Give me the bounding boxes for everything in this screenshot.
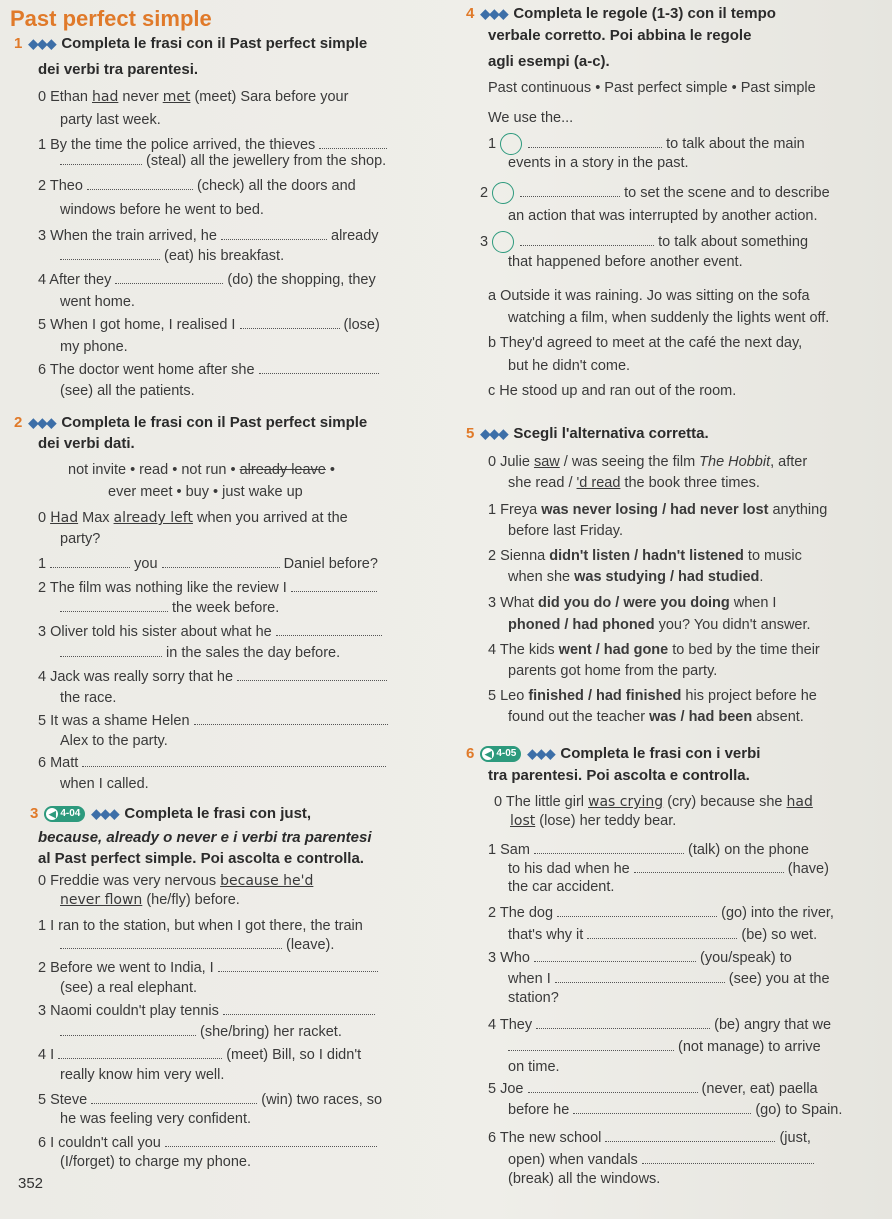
ex5-instruction: Scegli l'alternativa corretta. <box>513 425 709 442</box>
answer-blank[interactable] <box>82 754 386 767</box>
ex1-sentence-6-cont: (see) all the patients. <box>60 383 195 399</box>
ex5-number: 5 <box>466 425 475 442</box>
ex4-rule-2-cont: an action that was interrupted by another action. <box>508 208 818 224</box>
ex4-example-b: b They'd agreed to meet at the café the next day, <box>488 335 803 351</box>
ex2-sentence-6-cont: when I called. <box>60 776 149 792</box>
ex6-heading <box>466 744 760 764</box>
answer-blank[interactable] <box>319 136 387 149</box>
page-number: 352 <box>18 1175 44 1192</box>
answer-blank[interactable] <box>520 184 620 197</box>
answer-blank[interactable] <box>50 555 130 568</box>
ex2-sentence-4-cont: the race. <box>60 690 117 706</box>
answer-blank[interactable] <box>221 227 327 240</box>
ex4-rule-3-cont: that happened before another event. <box>508 254 743 270</box>
answer-blank[interactable] <box>573 1101 751 1114</box>
ex1-sentence-0: 0 Ethan had never met (meet) Sara before your <box>38 89 349 105</box>
answer-blank[interactable] <box>58 1046 222 1059</box>
answer-blank[interactable] <box>555 970 725 983</box>
ex6-sentence-4-cont: (not manage) to arrive <box>508 1037 821 1058</box>
ex6-sentence-1-cont2: the car accident. <box>508 879 615 895</box>
answer-blank[interactable] <box>605 1129 775 1142</box>
ex1-sentence-5: 5 When I got home, I realised I (lose) <box>38 317 380 333</box>
ex1-sentence-3: 3 When the train arrived, he already <box>38 228 379 244</box>
ex1-sentence-1-cont: (steal) all the jewellery from the shop. <box>60 151 386 172</box>
ex6-number: 6 <box>466 745 475 762</box>
ex5-sentence-0: 0 Julie saw / was seeing the film The Hobbit, after <box>488 454 808 470</box>
answer-blank[interactable] <box>534 841 684 854</box>
ex1-number: 1 <box>14 35 23 52</box>
ex2-heading <box>14 413 367 433</box>
ex3-sentence-3-cont: (she/bring) her racket. <box>60 1022 342 1043</box>
ex5-sentence-3-cont[interactable]: phoned / had phoned you? You didn't answer. <box>508 617 811 633</box>
ex6-sentence-5-cont: before he (go) to Spain. <box>508 1102 843 1118</box>
answer-blank[interactable] <box>218 959 378 972</box>
ex1-instruction: Completa le frasi con il Past perfect simple <box>61 35 368 52</box>
selected-answer: saw <box>533 454 560 470</box>
audio-track-button[interactable]: ◀ 4-05 <box>480 746 521 762</box>
answer-blank[interactable] <box>259 361 379 374</box>
ex4-example-a: a Outside it was raining. Jo was sitting on the sofa <box>488 288 810 304</box>
handwritten-answer: lost <box>510 813 536 829</box>
answer-blank[interactable] <box>587 926 737 939</box>
handwritten-answer: met <box>162 89 191 105</box>
ex4-instruction-2: verbale corretto. Poi abbina le regole <box>488 27 752 44</box>
ex2-word-box-1: not invite • read • not run • already leave • <box>68 462 335 478</box>
ex6-instruction-2: tra parentesi. Poi ascolta e controlla. <box>488 767 750 784</box>
ex6-sentence-6-cont2: (break) all the windows. <box>508 1171 661 1187</box>
selected-answer: 'd read <box>576 475 621 491</box>
ex6-instruction: Completa le frasi con i verbi <box>560 745 761 762</box>
ex6-sentence-6: 6 The new school (just, <box>488 1130 811 1146</box>
ex6-sentence-2: 2 The dog (go) into the river, <box>488 905 834 921</box>
answer-circle[interactable] <box>492 231 514 253</box>
difficulty-icon: ◆◆◆ <box>28 415 56 430</box>
ex6-sentence-2-cont: that's why it (be) so wet. <box>508 927 818 943</box>
ex2-sentence-0: 0 Had Max already left when you arrived at the <box>38 510 348 526</box>
ex5-sentence-2-cont[interactable]: when she was studying / had studied. <box>508 569 764 585</box>
ex6-sentence-5: 5 Joe (never, eat) paella <box>488 1081 818 1097</box>
answer-blank[interactable] <box>276 623 382 636</box>
ex2-sentence-6: 6 Matt <box>38 753 386 774</box>
ex2-sentence-1: 1 you Daniel before? <box>38 556 378 572</box>
speaker-icon: ◀ <box>46 808 58 820</box>
handwritten-answer: Had <box>50 510 79 526</box>
ex2-number: 2 <box>14 414 23 431</box>
ex2-word-box-2: ever meet • buy • just wake up <box>108 484 303 500</box>
ex3-heading <box>30 804 311 824</box>
ex1-sentence-4-cont: went home. <box>60 294 135 310</box>
ex5-sentence-2[interactable]: 2 Sienna didn't listen / hadn't listened to music <box>488 548 802 564</box>
ex3-sentence-6-cont: (I/forget) to charge my phone. <box>60 1154 252 1170</box>
ex1-sentence-2-cont: windows before he went to bed. <box>60 202 264 218</box>
ex2-sentence-2: 2 The film was nothing like the review I <box>38 578 377 599</box>
ex2-sentence-0-cont: party? <box>60 531 101 547</box>
ex6-sentence-6-cont: open) when vandals <box>508 1150 814 1171</box>
difficulty-icon: ◆◆◆ <box>480 426 508 441</box>
ex5-sentence-5-cont[interactable]: found out the teacher was / had been absent. <box>508 709 804 725</box>
ex2-sentence-5-cont: Alex to the party. <box>60 733 168 749</box>
difficulty-icon: ◆◆◆ <box>480 6 508 21</box>
ex2-sentence-4: 4 Jack was really sorry that he <box>38 667 387 688</box>
ex1-sentence-4: 4 After they (do) the shopping, they <box>38 272 376 288</box>
ex4-rule-1: 1 to talk about the main <box>488 133 805 155</box>
speaker-icon: ◀ <box>482 748 494 760</box>
ex4-rule-1-cont: events in a story in the past. <box>508 155 689 171</box>
ex4-intro: We use the... <box>488 110 574 126</box>
ex6-sentence-4-cont2: on time. <box>508 1059 560 1075</box>
answer-blank[interactable] <box>91 1091 257 1104</box>
ex5-sentence-1-cont: before last Friday. <box>508 523 623 539</box>
ex4-example-b-cont: but he didn't come. <box>508 358 631 374</box>
ex4-instruction: Completa le regole (1-3) con il tempo <box>513 5 776 22</box>
ex5-sentence-4-cont: parents got home from the party. <box>508 663 718 679</box>
ex3-sentence-3: 3 Naomi couldn't play tennis <box>38 1001 375 1022</box>
ex3-sentence-5: 5 Steve (win) two races, so <box>38 1092 383 1108</box>
ex3-sentence-5-cont: he was feeling very confident. <box>60 1111 252 1127</box>
answer-blank[interactable] <box>60 644 162 657</box>
ex3-sentence-4-cont: really know him very well. <box>60 1067 225 1083</box>
answer-blank[interactable] <box>60 1023 196 1036</box>
ex6-sentence-4: 4 They (be) angry that we <box>488 1017 832 1033</box>
answer-blank[interactable] <box>534 949 696 962</box>
ex1-instruction-2: dei verbi tra parentesi. <box>38 61 199 78</box>
ex6-sentence-3-cont: when I (see) you at the <box>508 971 830 987</box>
ex4-rule-2: 2 to set the scene and to describe <box>480 182 830 204</box>
ex1-sentence-2: 2 Theo (check) all the doors and <box>38 178 356 194</box>
answer-circle[interactable] <box>500 133 522 155</box>
handwritten-answer: never flown <box>60 892 143 908</box>
difficulty-icon: ◆◆◆ <box>91 806 119 821</box>
answer-blank[interactable] <box>115 271 223 284</box>
ex2-instruction-2: dei verbi dati. <box>38 435 135 452</box>
handwritten-answer: because he'd <box>220 873 314 889</box>
ex4-example-a-cont: watching a film, when suddenly the lights went off. <box>508 310 830 326</box>
difficulty-icon: ◆◆◆ <box>527 746 555 761</box>
answer-blank[interactable] <box>162 555 280 568</box>
answer-blank[interactable] <box>87 177 193 190</box>
ex2-sentence-2-cont: the week before. <box>60 598 279 619</box>
handwritten-answer: had <box>786 794 813 810</box>
ex2-sentence-3-cont: in the sales the day before. <box>60 643 340 664</box>
answer-blank[interactable] <box>528 135 662 148</box>
ex6-sentence-1: 1 Sam (talk) on the phone <box>488 842 809 858</box>
ex2-sentence-3: 3 Oliver told his sister about what he <box>38 622 382 643</box>
ex4-example-c: c He stood up and ran out of the room. <box>488 383 737 399</box>
handwritten-answer: already left <box>113 510 193 526</box>
ex4-instruction-3: agli esempi (a-c). <box>488 53 610 70</box>
ex1-sentence-5-cont: my phone. <box>60 339 128 355</box>
answer-circle[interactable] <box>492 182 514 204</box>
ex6-sentence-3-cont2: station? <box>508 990 559 1006</box>
answer-blank[interactable] <box>194 712 388 725</box>
ex3-sentence-0-cont: never flown (he/fly) before. <box>60 892 240 908</box>
ex5-sentence-0-cont: she read / 'd read the book three times. <box>508 475 760 491</box>
ex2-sentence-5: 5 It was a shame Helen <box>38 711 388 732</box>
answer-blank[interactable] <box>60 247 160 260</box>
handwritten-answer: was crying <box>588 794 664 810</box>
answer-blank[interactable] <box>237 668 387 681</box>
answer-blank[interactable] <box>60 936 282 949</box>
ex3-instruction-3: al Past perfect simple. Poi ascolta e controlla. <box>38 850 364 867</box>
ex5-sentence-3[interactable]: 3 What did you do / were you doing when I <box>488 595 777 611</box>
ex6-sentence-1-cont: to his dad when he (have) <box>508 861 829 877</box>
answer-blank[interactable] <box>508 1038 674 1051</box>
ex5-sentence-1[interactable]: 1 Freya was never losing / had never lost anything <box>488 502 828 518</box>
ex6-sentence-0-cont: lost (lose) her teddy bear. <box>510 813 677 829</box>
ex3-number: 3 <box>30 805 39 822</box>
ex1-heading <box>14 34 367 54</box>
ex1-sentence-1: 1 By the time the police arrived, the thieves <box>38 135 387 156</box>
ex5-sentence-4[interactable]: 4 The kids went / had gone to bed by the time their <box>488 642 820 658</box>
ex5-sentence-5[interactable]: 5 Leo finished / had finished his project before he <box>488 688 817 704</box>
page-title: Past perfect simple <box>10 6 212 31</box>
ex6-sentence-0: 0 The little girl was crying (cry) because she had <box>494 794 813 810</box>
ex3-sentence-4: 4 I (meet) Bill, so I didn't <box>38 1047 362 1063</box>
ex3-sentence-0: 0 Freddie was very nervous because he'd <box>38 873 314 889</box>
audio-track-button[interactable]: ◀ 4-04 <box>44 806 85 822</box>
ex1-sentence-6: 6 The doctor went home after she <box>38 360 379 381</box>
ex1-sentence-3-cont: (eat) his breakfast. <box>60 246 284 267</box>
answer-blank[interactable] <box>634 860 784 873</box>
answer-blank[interactable] <box>557 904 717 917</box>
answer-blank[interactable] <box>520 233 654 246</box>
ex3-sentence-1-cont: (leave). <box>60 935 334 956</box>
ex3-sentence-2: 2 Before we went to India, I <box>38 958 378 979</box>
answer-blank[interactable] <box>60 599 168 612</box>
answer-blank[interactable] <box>60 152 142 165</box>
ex4-heading <box>466 4 776 24</box>
ex2-instruction: Completa le frasi con il Past perfect simple <box>61 414 368 431</box>
ex5-heading <box>466 424 709 444</box>
handwritten-answer: had <box>92 89 119 105</box>
ex3-sentence-1: 1 I ran to the station, but when I got there, the train <box>38 918 363 934</box>
ex3-instruction-2: because, already o never e i verbi tra parentesi <box>38 829 372 846</box>
ex4-rule-3: 3 to talk about something <box>480 231 808 253</box>
answer-blank[interactable] <box>165 1134 377 1147</box>
answer-blank[interactable] <box>291 579 377 592</box>
answer-blank[interactable] <box>642 1151 814 1164</box>
ex1-sentence-0-cont: party last week. <box>60 112 161 128</box>
ex3-sentence-2-cont: (see) a real elephant. <box>60 980 198 996</box>
ex3-sentence-6: 6 I couldn't call you <box>38 1133 377 1154</box>
answer-blank[interactable] <box>536 1016 710 1029</box>
answer-blank[interactable] <box>528 1080 698 1093</box>
ex3-instruction: Completa le frasi con just, <box>124 805 312 822</box>
difficulty-icon: ◆◆◆ <box>28 36 56 51</box>
answer-blank[interactable] <box>240 316 340 329</box>
ex4-options: Past continuous • Past perfect simple • Past simple <box>488 80 816 96</box>
answer-blank[interactable] <box>223 1002 375 1015</box>
ex4-number: 4 <box>466 5 475 22</box>
ex6-sentence-3: 3 Who (you/speak) to <box>488 950 792 966</box>
